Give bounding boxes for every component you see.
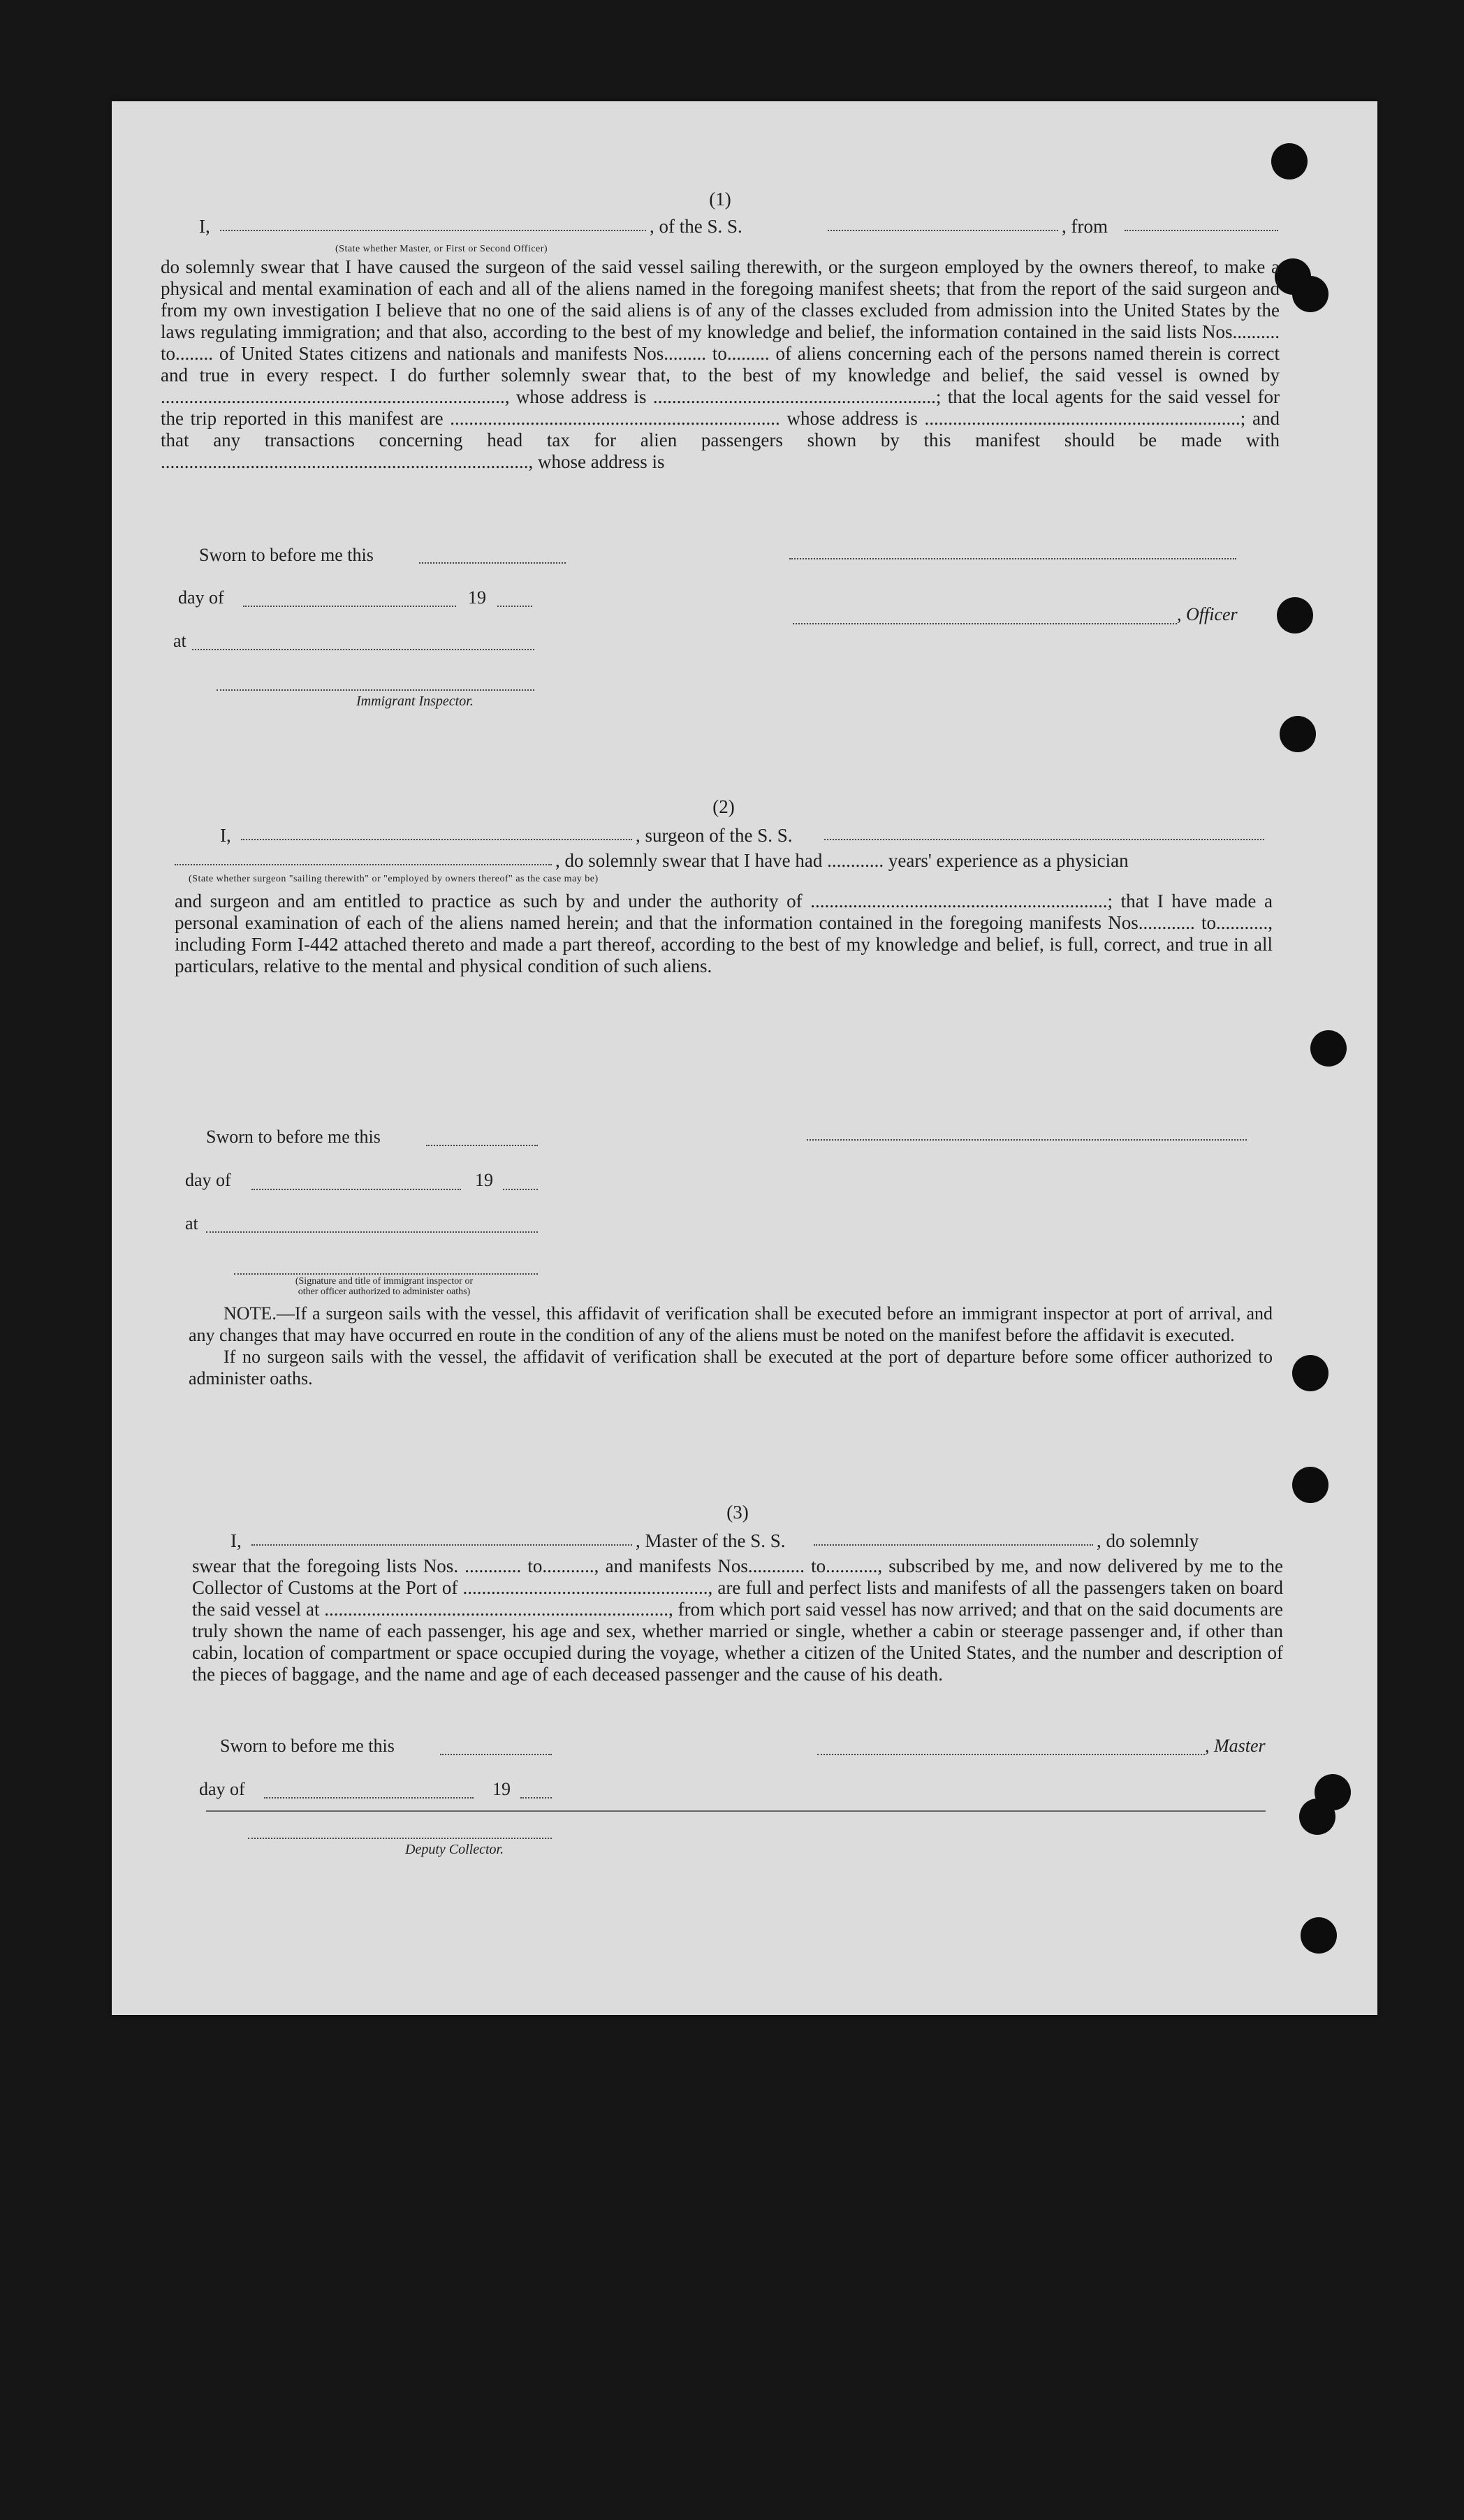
- section-3: [192, 1502, 1283, 1685]
- section-number: (2): [712, 796, 735, 817]
- punch-hole: [1292, 276, 1328, 312]
- year-label: 19: [492, 1779, 511, 1799]
- officer-hint: (State whether Master, or First or Second Officer): [335, 244, 548, 254]
- from-port-field[interactable]: [1125, 230, 1278, 231]
- signature-hint: [251, 1276, 517, 1297]
- day-of-field[interactable]: [264, 1796, 474, 1799]
- sworn-label: Sworn to before me this: [199, 545, 374, 565]
- administrator-signature-line[interactable]: [234, 1272, 538, 1275]
- punch-hole: [1271, 143, 1308, 180]
- day-of-field[interactable]: [251, 1187, 461, 1190]
- year-label: 19: [468, 587, 486, 608]
- note-block: [189, 1303, 1273, 1389]
- day-of-label: day of: [178, 587, 224, 608]
- day-of-field[interactable]: [243, 604, 456, 607]
- surgeon-vessel-field[interactable]: [824, 839, 1264, 840]
- officer-signature-line[interactable]: [789, 557, 1236, 559]
- collector-signature-line[interactable]: [248, 1836, 552, 1839]
- officer-label: , Officer: [1177, 604, 1238, 624]
- at-place-field[interactable]: [206, 1230, 538, 1233]
- punch-hole: [1292, 1467, 1328, 1503]
- pronoun-label: I,: [230, 1530, 242, 1551]
- sworn-date-field[interactable]: [426, 1143, 538, 1146]
- surgeon-vessel-label: , surgeon of the S. S.: [636, 825, 793, 846]
- punch-hole: [1277, 597, 1313, 633]
- day-of-label: day of: [199, 1779, 245, 1799]
- vessel-label: , of the S. S.: [650, 216, 742, 237]
- master-header-line: [192, 1530, 1283, 1555]
- surgeon-body: and surgeon and am entitled to practice as such by and under the authority of ...............................................................; that I have made a personal examination of each of the aliens named herein; and that the information contained in the foregoing manifests Nos............ to..........., including Form I-442 attached thereto and made a part thereof, according to the best of my knowledge and belief, is full, correct, and true in all particulars, relative to the mental and physical condition of such aliens.: [175, 891, 1273, 976]
- signature-hint-line-1: (Signature and title of immigrant inspector or: [295, 1276, 474, 1287]
- punch-hole: [1299, 1799, 1335, 1835]
- punch-hole: [1301, 1917, 1337, 1954]
- bottom-rule: [206, 1810, 1266, 1812]
- punch-hole: [1310, 1030, 1347, 1067]
- vessel-name-field[interactable]: [828, 230, 1058, 231]
- note-paragraph-1: NOTE.—If a surgeon sails with the vessel, this affidavit of verification shall be executed before an immigrant inspector at port of arrival, and any changes that may have occurred en route in the condition of any of the aliens must be noted on the manifest before the affidavit is executed.: [189, 1303, 1273, 1345]
- sworn-date-field[interactable]: [440, 1752, 552, 1755]
- year-field[interactable]: [503, 1187, 538, 1190]
- master-body: swear that the foregoing lists Nos. ............ to..........., and manifests Nos............ to..........., subscribed by me, and now delivered by me to the Collector of Customs at the Port of ...................................................., are full and perfect lists and manifests of all the passengers taken on board the said vessel at ........................................................................., from which port said vessel has now arrived; and that on the said documents are truly shown the name of each passenger, his age and sex, whether married or single, whether a cabin or steerage passenger and, if other than cabin, location of compartment or space occupied during the voyage, whether a citizen of the United States, and the number and description of the pieces of baggage, and the name and age of each deceased passenger and the cause of his death.: [192, 1555, 1283, 1685]
- master-name-field[interactable]: [251, 1544, 632, 1546]
- day-of-label: day of: [185, 1170, 231, 1190]
- signature-hint-line-2: other officer authorized to administer oaths): [298, 1287, 471, 1297]
- punch-hole: [1292, 1355, 1328, 1391]
- sworn-date-field[interactable]: [419, 561, 566, 564]
- officer-name-field[interactable]: [220, 230, 646, 231]
- year-field[interactable]: [497, 604, 532, 607]
- section-number: (3): [726, 1502, 749, 1523]
- section-2: [175, 796, 1273, 977]
- sworn-label: Sworn to before me this: [220, 1736, 395, 1756]
- sworn-label: Sworn to before me this: [206, 1127, 381, 1147]
- inspector-label: Immigrant Inspector.: [356, 694, 474, 709]
- inspector-signature-line[interactable]: [217, 688, 534, 691]
- section-1: [161, 189, 1280, 473]
- pronoun-label: I,: [199, 216, 210, 237]
- surgeon-experience-line: [175, 850, 1273, 891]
- manifest-page: [112, 101, 1377, 2015]
- at-place-field[interactable]: [192, 647, 534, 650]
- pronoun-label: I,: [220, 825, 231, 846]
- master-vessel-label: , Master of the S. S.: [636, 1530, 786, 1551]
- oath-body: do solemnly swear that I have caused the surgeon of the said vessel sailing therewith, or the surgeon employed by the owners thereof, to make a physical and mental examination of each and all of the aliens named in the foregoing manifest sheets; that from the report of the said surgeon and from my own investigation I believe that no one of the said aliens is of any of the classes excluded from admission into the United States by the laws regulating immigration; and that also, according to the best of my knowledge and belief, the information contained in the said lists Nos.......... to........ of United States citizens and nationals and manifests Nos......... to......... of aliens concerning each of the persons named therein is correct and true in every respect. I do further solemnly swear that, to the best of my knowledge and belief, the said vessel is owned by ........................................................................., whose address is ............................................................; that the local agents for the said vessel for the trip reported in this manifest are ...................................................................... whose address is ...................................................................; and that any transactions concerning head tax for alien passengers shown by this manifest should be made with .............................................................................., whose address is: [161, 256, 1280, 472]
- surgeon-status-field[interactable]: [175, 864, 552, 865]
- solemnly-label: , do solemnly: [1097, 1530, 1199, 1551]
- section-number: (1): [709, 189, 731, 210]
- master-label: , Master: [1205, 1736, 1266, 1756]
- officer-title-line[interactable]: [793, 622, 1177, 624]
- year-label: 19: [475, 1170, 493, 1190]
- note-paragraph-2: If no surgeon sails with the vessel, the affidavit of verification shall be executed at the port of departure before some officer authorized to administer oaths.: [189, 1347, 1273, 1389]
- at-label: at: [173, 631, 186, 651]
- surgeon-hint: (State whether surgeon "sailing therewith" or "employed by owners thereof" as the case may be): [189, 874, 599, 884]
- master-signature-line[interactable]: [817, 1752, 1205, 1755]
- collector-label: Deputy Collector.: [405, 1842, 504, 1857]
- year-field[interactable]: [520, 1796, 552, 1799]
- experience-text: , do solemnly swear that I have had ............ years' experience as a physician: [555, 850, 1129, 871]
- punch-hole: [1280, 716, 1316, 752]
- master-vessel-field[interactable]: [814, 1544, 1093, 1546]
- oath-header-line: [161, 216, 1280, 256]
- surgeon-signature-line[interactable]: [807, 1138, 1247, 1141]
- at-label: at: [185, 1213, 198, 1233]
- surgeon-name-field[interactable]: [241, 839, 632, 840]
- from-label: , from: [1062, 216, 1108, 237]
